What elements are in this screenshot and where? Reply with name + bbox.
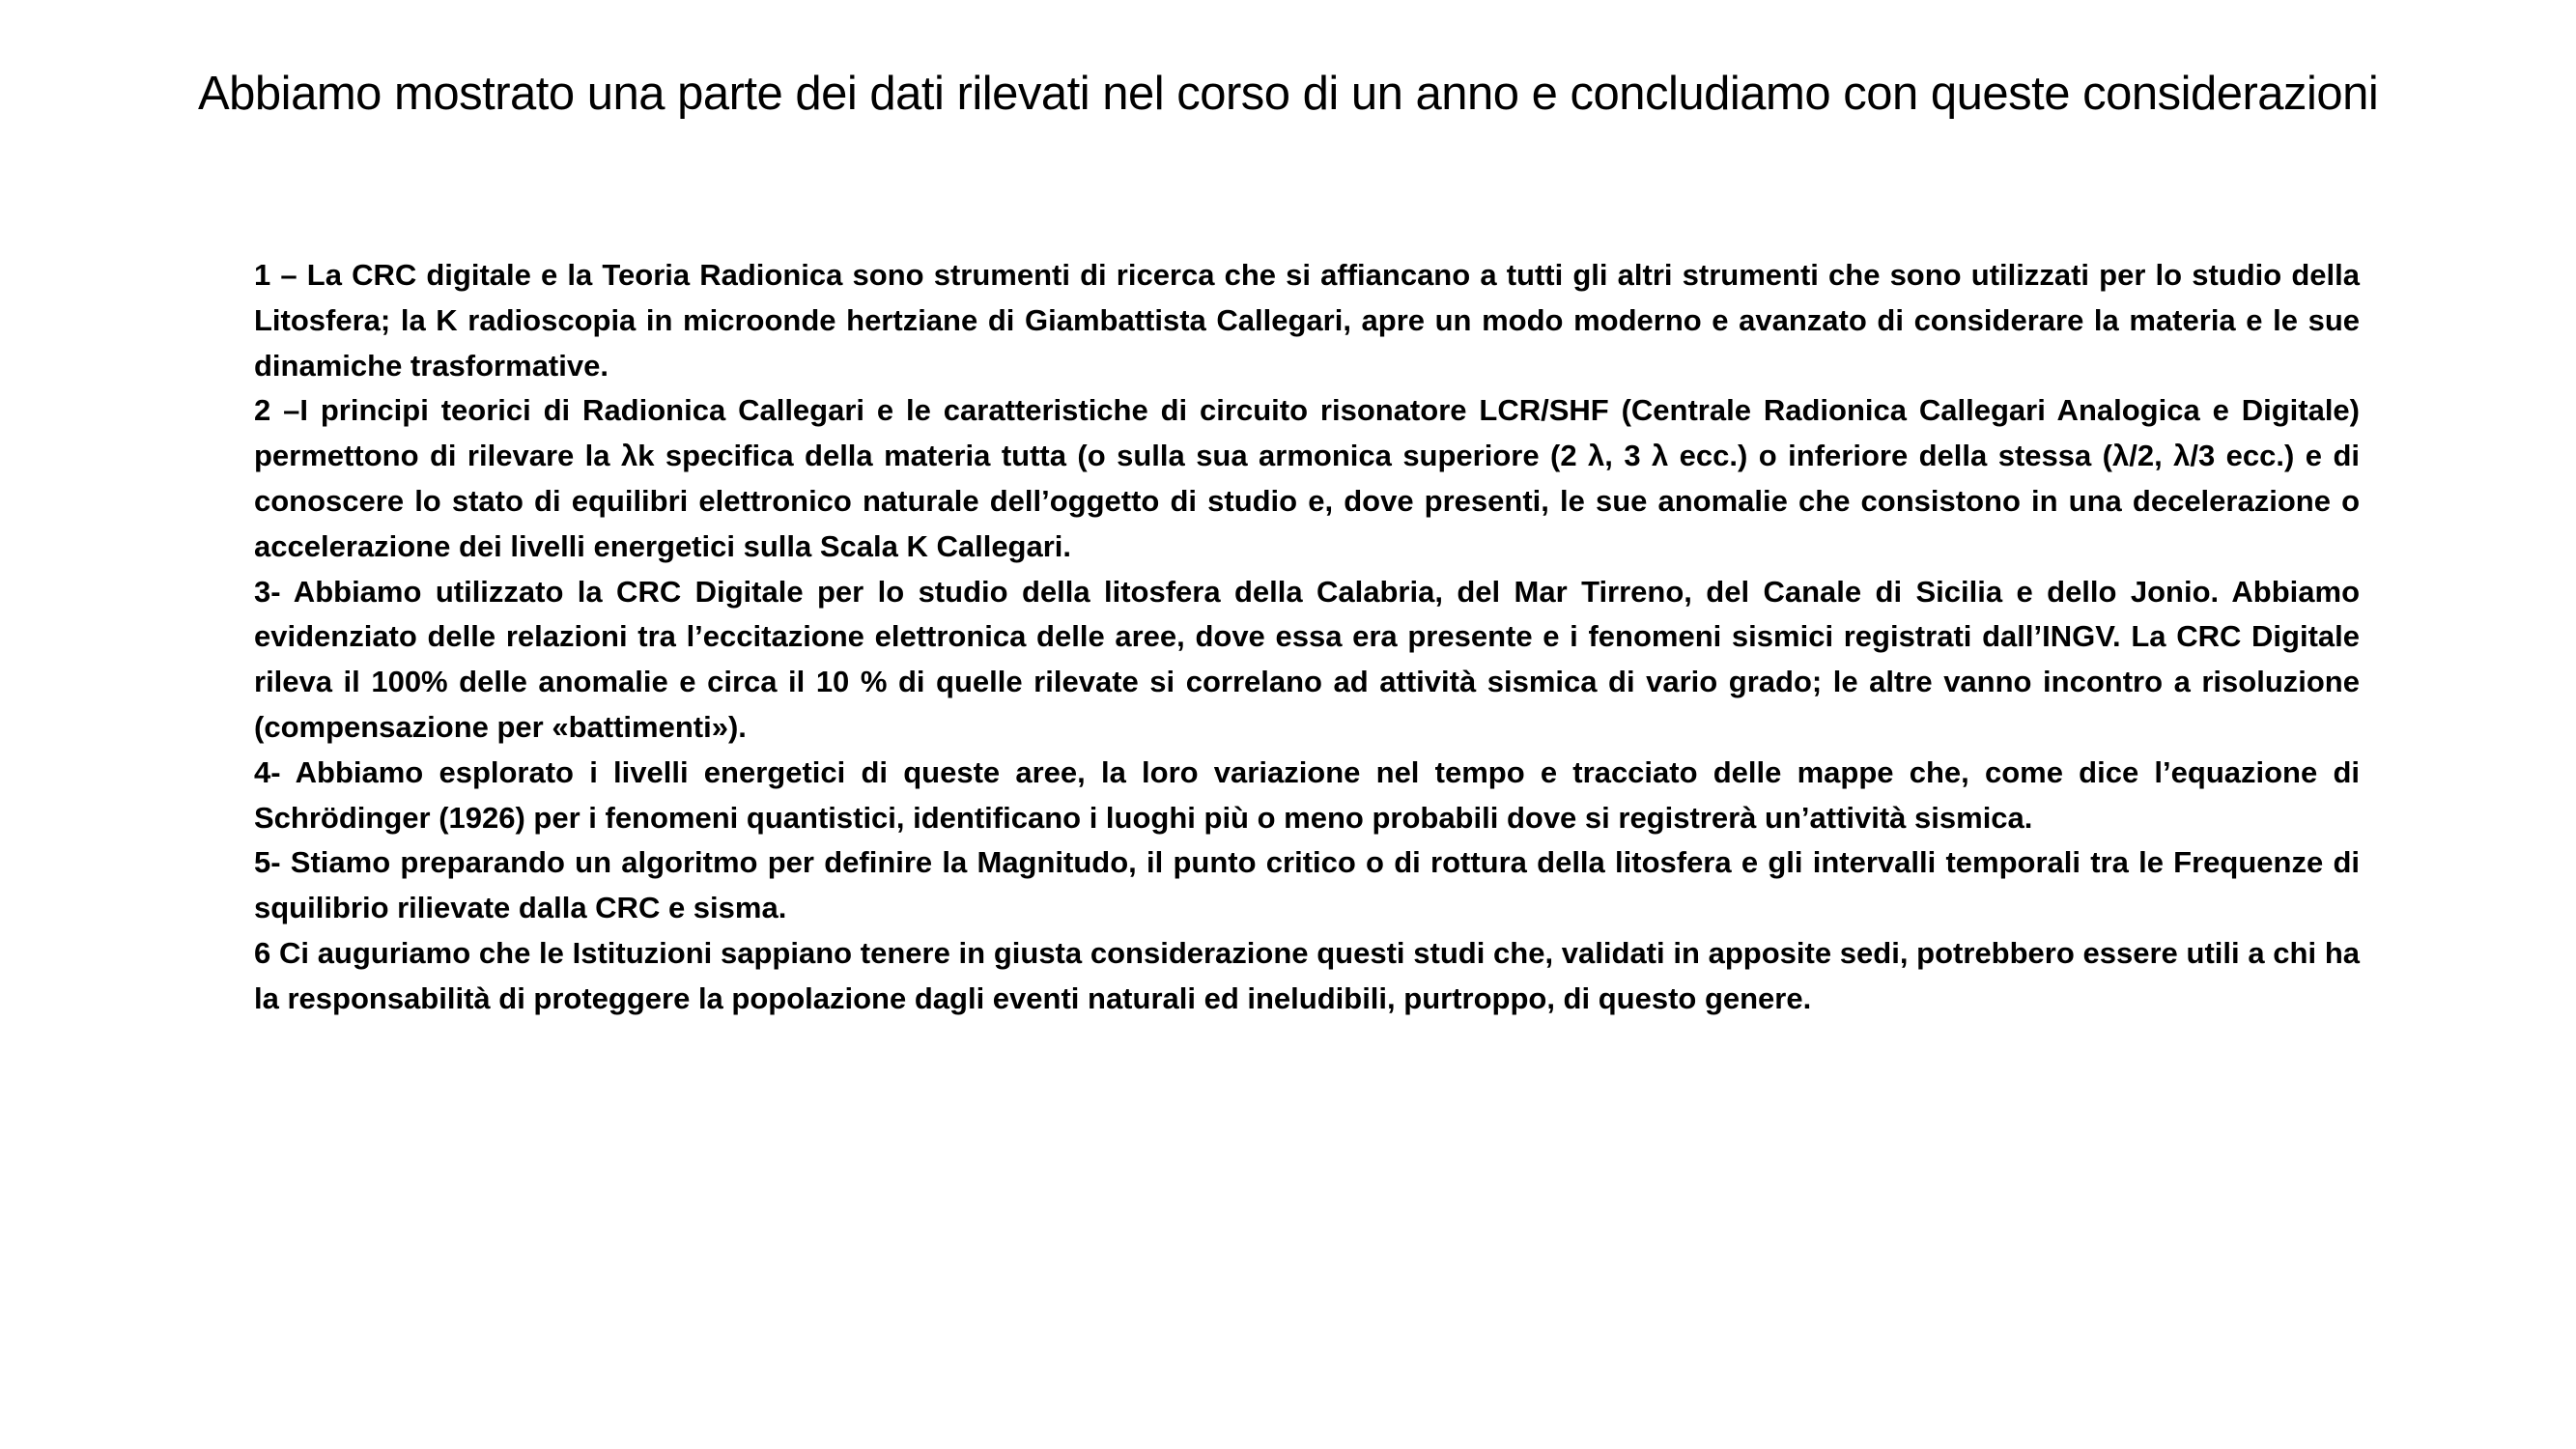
paragraph-4: 4- Abbiamo esplorato i livelli energetici di queste aree, la loro variazione nel tempo e tracciato delle mappe che, come dice l’equazione di Schrödinger (1926) per i fenomeni quantistici, identificano i luoghi più o meno probabili dove si registrerà un’attività sismica. [254,754,2360,835]
slide-body [254,253,2360,1022]
paragraph-6: 6 Ci auguriamo che le Istituzioni sappiano tenere in giusta considerazione questi studi che, validati in apposite sedi, potrebbero essere utili a chi ha la responsabilità di proteggere la popolazione dagli eventi naturali ed ineludibili, purtroppo, di questo genere. [254,935,2360,1015]
paragraph-3: 3- Abbiamo utilizzato la CRC Digitale per lo studio della litosfera della Calabria, del Mar Tirreno, del Canale di Sicilia e dello Jonio. Abbiamo evidenziato delle relazioni tra l’eccitazione elettronica delle aree, dove essa era presente e i fenomeni sismici registrati dall’INGV. La CRC Digitale rileva il 100% delle anomalie e circa il 10 % di quelle rilevate si correlano ad attività sismica di vario grado; le altre vanno incontro a risoluzione (compensazione per «battimenti»). [254,574,2360,744]
paragraph-1: 1 – La CRC digitale e la Teoria Radionica sono strumenti di ricerca che si affiancano a tutti gli altri strumenti che sono utilizzati per lo studio della Litosfera; la K radioscopia in microonde hertziane di Giambattista Callegari, apre un modo moderno e avanzato di considerare la materia e le sue dinamiche trasformative. [254,258,2360,383]
slide-title: Abbiamo mostrato una parte dei dati rilevati nel corso di un anno e concludiamo con queste considerazioni [198,68,2379,120]
paragraph-2: 2 –I principi teorici di Radionica Callegari e le caratteristiche di circuito risonatore LCR/SHF (Centrale Radionica Callegari Analogica e Digitale) permettono di rilevare la λk specifica della materia tutta (o sulla sua armonica superiore (2 λ, 3 λ ecc.) o inferiore della stessa (λ/2, λ/3 ecc.) e di conoscere lo stato di equilibri elettronico naturale dell’oggetto di studio e, dove presenti, le sue anomalie che consistono in una decelerazione o accelerazione dei livelli energetici sulla Scala K Callegari. [254,393,2360,563]
paragraph-5: 5- Stiamo preparando un algoritmo per definire la Magnitudo, il punto critico o di rottura della litosfera e gli intervalli temporali tra le Frequenze di squilibrio rilievate dalla CRC e sisma. [254,845,2360,925]
